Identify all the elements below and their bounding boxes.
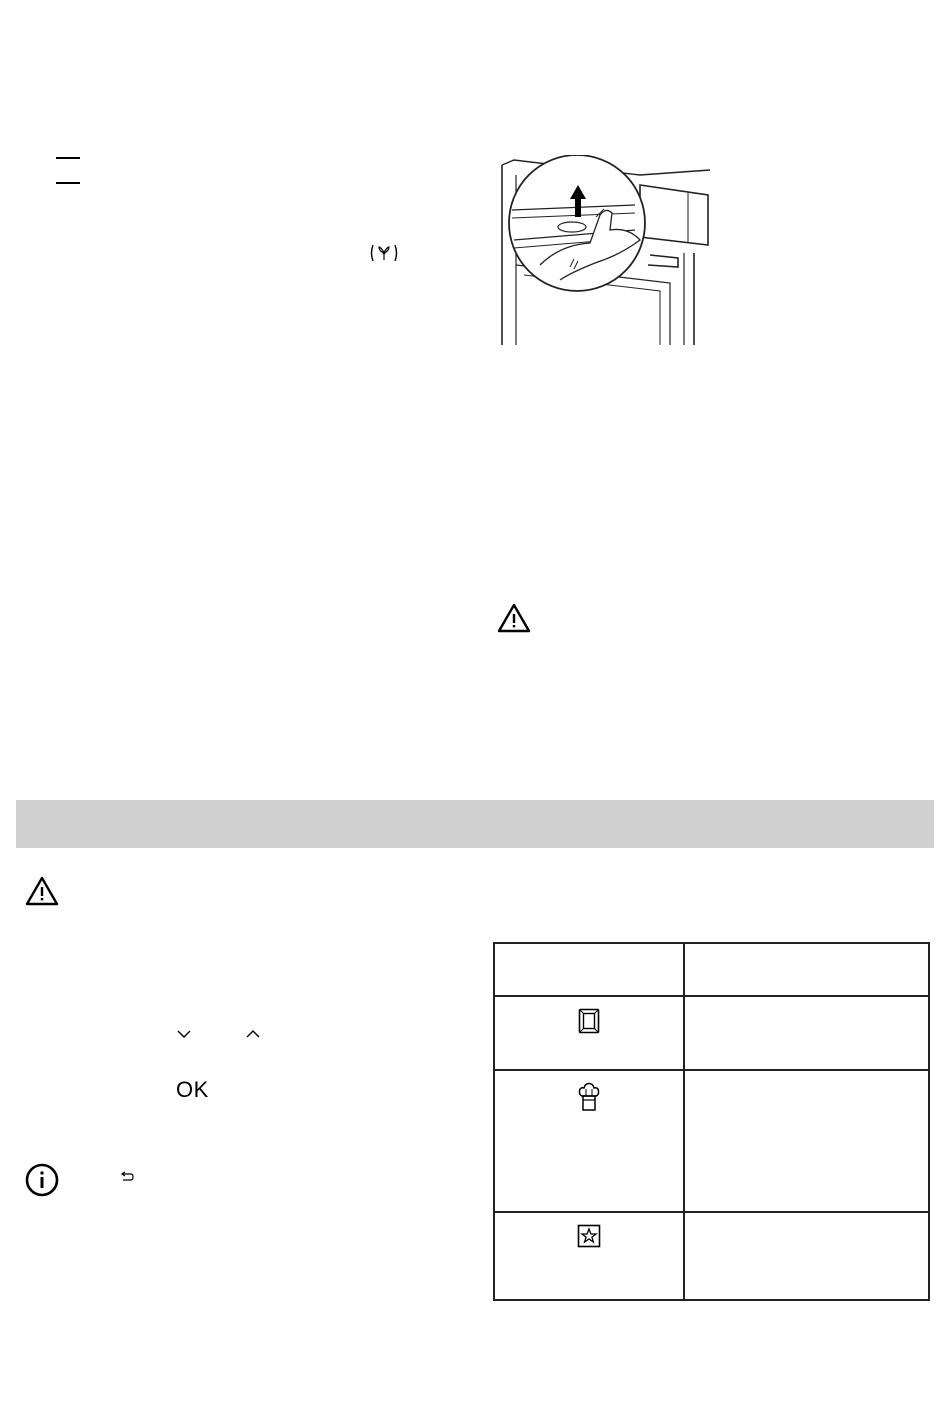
- fan-icon: [370, 243, 398, 263]
- table-cell-icon: [494, 1212, 684, 1300]
- function-table: [493, 942, 930, 1301]
- table-cell-icon: [494, 996, 684, 1070]
- table-header-cell: [684, 943, 929, 996]
- table-row: [494, 996, 929, 1070]
- warning-icon: [25, 876, 59, 906]
- chevron-down-icon: [176, 1028, 192, 1040]
- table-cell-text: [684, 1070, 929, 1212]
- table-cell-text: [684, 996, 929, 1070]
- table-row: [494, 1212, 929, 1300]
- square-frame-icon: [578, 1008, 600, 1034]
- warning-icon: [497, 603, 531, 633]
- table-row: [494, 1070, 929, 1212]
- chevron-up-icon: [245, 1028, 261, 1040]
- ok-button-symbol: OK: [176, 1077, 209, 1102]
- section-header-bar: [16, 800, 934, 848]
- oven-cavity-illustration: [500, 155, 715, 347]
- table-header-cell: [494, 943, 684, 996]
- info-icon: [24, 1162, 60, 1198]
- star-box-icon: [577, 1224, 601, 1248]
- table-header-row: [494, 943, 929, 996]
- chef-hat-icon: [578, 1082, 600, 1112]
- back-icon: [120, 1171, 134, 1183]
- table-cell-text: [684, 1212, 929, 1300]
- table-cell-icon: [494, 1070, 684, 1212]
